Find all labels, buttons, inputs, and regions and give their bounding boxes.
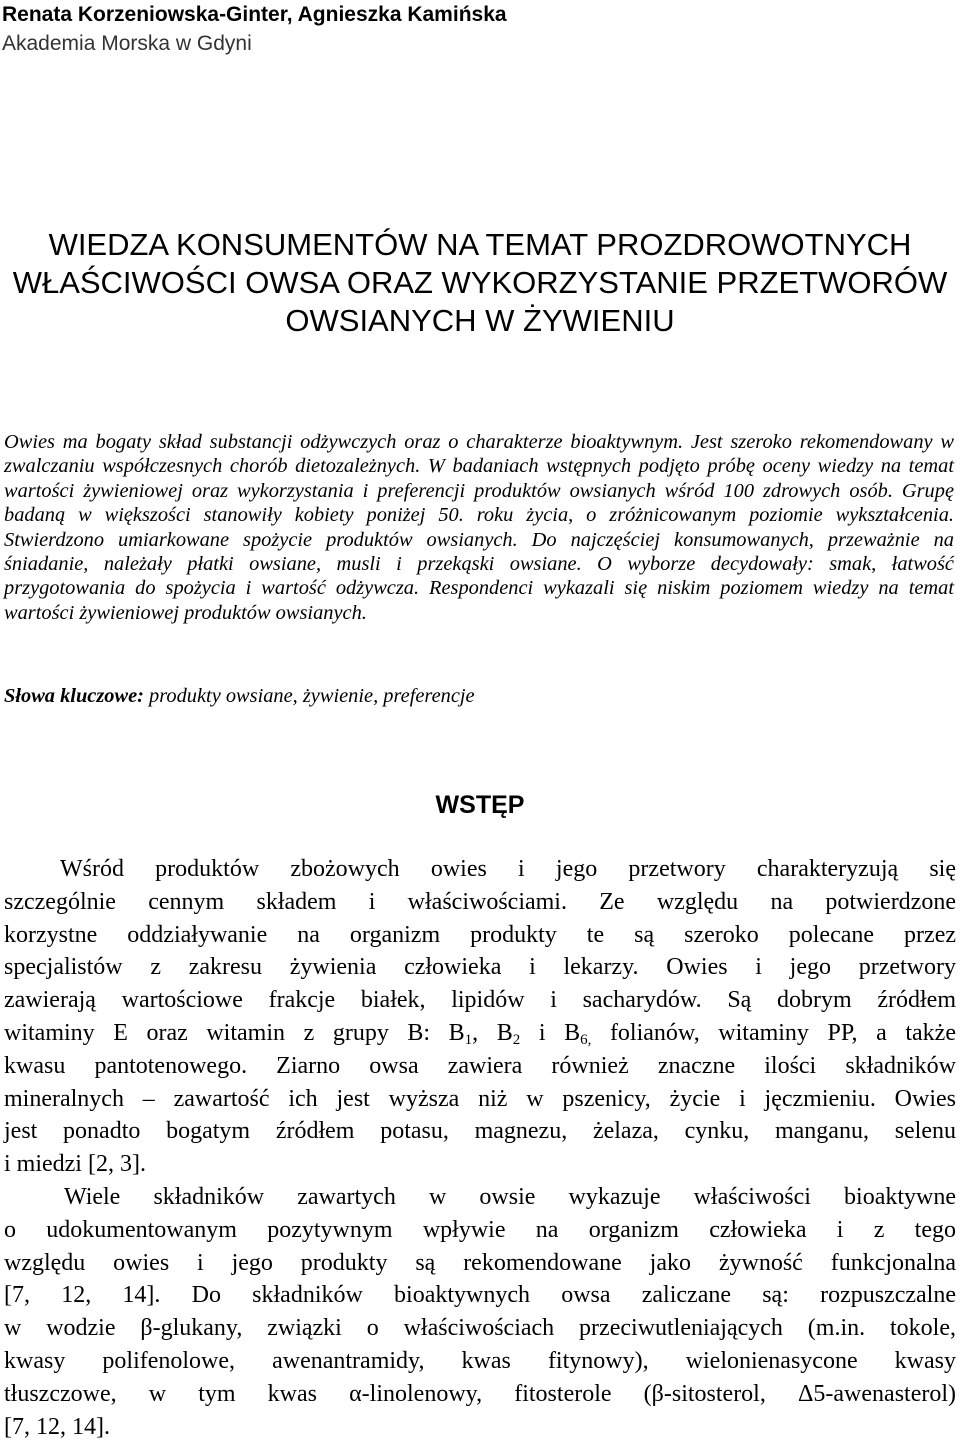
body-line: w wodzie β-glukany, związki o właściwościach przeciwutleniających (m.in. tokole,: [4, 1315, 956, 1342]
text-run: , B: [472, 1019, 513, 1046]
subscript: 2: [512, 1031, 521, 1048]
text-run: folianów, witaminy PP, a także: [591, 1019, 956, 1046]
text-run: i B: [520, 1019, 581, 1046]
body-line: [7, 12, 14].: [4, 1413, 110, 1440]
body-line: specjalistów z zakresu żywienia człowieka i lekarzy. Owies i jego przetwory: [4, 954, 956, 981]
body-line-with-subscripts: [4, 1017, 956, 1050]
body-line: [7, 12, 14]. Do składników bioaktywnych owsa zaliczane są: rozpuszczalne: [4, 1282, 956, 1309]
body-line: korzystne oddziaływanie na organizm produkty te są szeroko polecane przez: [4, 921, 956, 948]
body-line: tłuszczowe, w tym kwas α-linolenowy, fitosterole (β-sitosterol, Δ5-awenasterol): [4, 1380, 956, 1407]
body-line: kwasu pantotenowego. Ziarno owsa zawiera również znaczne ilości składników: [4, 1052, 956, 1079]
body-line: zawierają wartościowe frakcje białek, lipidów i sacharydów. Są dobrym źródłem: [4, 987, 956, 1014]
keywords-label: Słowa kluczowe:: [4, 685, 144, 707]
title-line: WIEDZA KONSUMENTÓW NA TEMAT PROZDROWOTNYCH: [48, 227, 912, 262]
body-line: i miedzi [2, 3].: [4, 1151, 146, 1178]
keywords-text: produkty owsiane, żywienie, preferencje: [143, 685, 475, 707]
authors: Renata Korzeniowska-Ginter, Agnieszka Kamińska: [2, 3, 507, 26]
subscript: 6,: [580, 1031, 592, 1048]
body-text: [4, 853, 956, 1443]
keywords: [4, 684, 954, 708]
paper-title: [0, 226, 960, 340]
affiliation: Akademia Morska w Gdyni: [2, 32, 252, 55]
body-line: jest ponadto bogatym źródłem potasu, magnezu, żelaza, cynku, manganu, selenu: [4, 1118, 956, 1145]
body-line: szczególnie cennym składem i właściwościami. Ze względu na potwierdzone: [4, 888, 956, 915]
body-line: Wśród produktów zbożowych owies i jego przetwory charakteryzują się: [60, 856, 956, 882]
body-line: mineralnych – zawartość ich jest wyższa niż w pszenicy, życie i jęczmieniu. Owies: [4, 1085, 956, 1112]
abstract: [4, 430, 954, 625]
text-run: witaminy E oraz witamin z grupy B: B: [4, 1019, 465, 1046]
subscript: 1: [464, 1031, 473, 1048]
body-line: kwasy polifenolowe, awenantramidy, kwas fitynowy), wielonienasycone kwasy: [4, 1347, 956, 1374]
abstract-text: Owies ma bogaty skład substancji odżywczych oraz o charakterze bioaktywnym. Jest szeroko rekomendowany w zwalczaniu współczesnych chorób dietozależnych. W badaniach wstępnych podjęto próbę oceny wiedzy na temat wartości żywieniowej oraz wykorzystania i preferencji produktów owsianych wśród 100 zdrowych osób. Grupę badaną w większości stanowiły kobiety poniżej 50. roku życia, o zróżnicowanym poziomie wykształcenia. Stwierdzono umiarkowane spożycie produktów owsianych. Do najczęściej konsumowanych, przeważnie na śniadanie, należały płatki owsiane, musli i przekąski owsiane. O wyborze decydowały: smak, łatwość przygotowania do spożycia i wartość odżywcza. Respondenci wykazali się niskim poziomem wiedzy na temat wartości żywieniowej produktów owsianych.: [4, 431, 954, 624]
title-line: OWSIANYCH W ŻYWIENIU: [285, 303, 675, 338]
section-heading: WSTĘP: [435, 791, 525, 819]
body-line: Wiele składników zawartych w owsie wykazuje właściwości bioaktywne: [64, 1183, 956, 1210]
body-line: o udokumentowanym pozytywnym wpływie na organizm człowieka i z tego: [4, 1216, 956, 1243]
body-line: względu owies i jego produkty są rekomendowane jako żywność funkcjonalna: [4, 1249, 956, 1276]
title-line: WŁAŚCIWOŚCI OWSA ORAZ WYKORZYSTANIE PRZETWORÓW: [12, 265, 948, 300]
